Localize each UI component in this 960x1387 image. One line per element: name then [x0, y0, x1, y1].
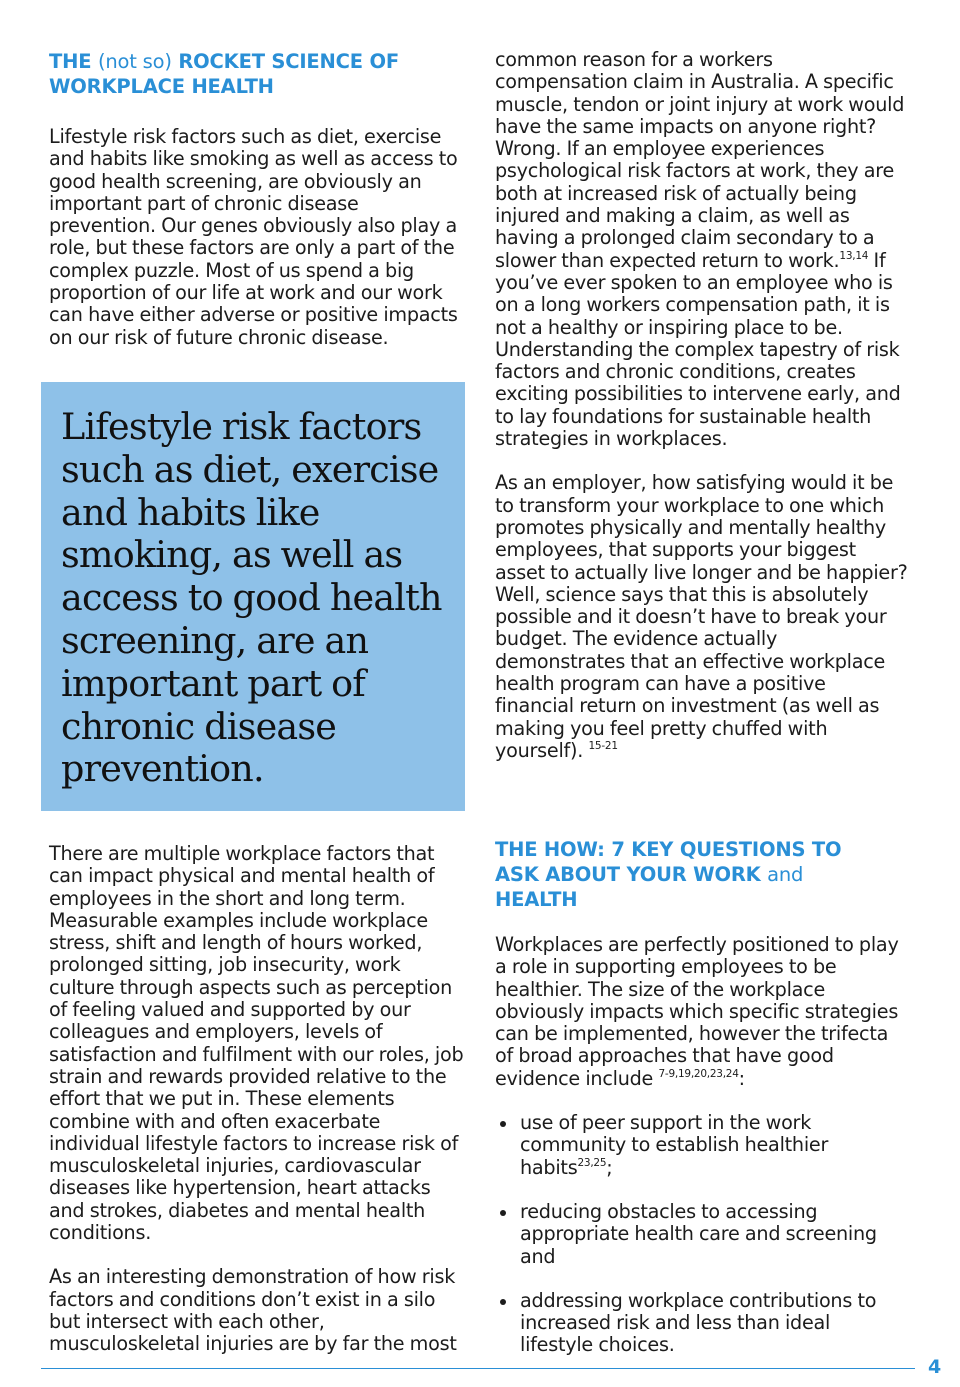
list-item: [495, 1112, 908, 1179]
heading-emphasis: (not so): [97, 50, 172, 73]
list-item-text: addressing workplace contributions to increased risk and less than ideal lifestyle choices.: [520, 1288, 877, 1357]
employer-paragraph: [495, 472, 908, 762]
continuation-text: If you’ve ever spoken to an employee who is on a long workers compensation path, it is not a healthy or inspiring place to be. Understanding the complex tapestry of risk factors and chronic conditions, creates exciting possibilities to intervene early, and to lay foundations for sustainable health strategies in workplaces.: [495, 248, 901, 451]
bullet-dot-icon: [500, 1210, 506, 1216]
heading-part: THE HOW: 7 KEY QUESTIONS TO ASK ABOUT YOUR WORK: [495, 838, 842, 886]
list-item-text: use of peer support in the work community to establish healthier habits: [520, 1111, 829, 1179]
approaches-list: [495, 1112, 908, 1357]
heading-part: HEALTH: [495, 888, 578, 911]
left-column-lower: [49, 843, 465, 1356]
workplace-factors-paragraph: There are multiple workplace factors that can impact physical and mental health of employees in the short and long term. Measurable examples include workplace stress, shift and length of hours worked, prolonged sitting, job insecurity, work culture through aspects such as perception of feeling valued and supported by our colleagues and employers, levels of satisfaction and fulfilment with our roles, job strain and rewards provided relative to the effort that we put in. These elements combine with and often exacerbate individual lifestyle factors to increase risk of musculoskeletal injuries, cardiovascular diseases like hypertension, heart attacks and strokes, diabetes and mental health conditions.: [49, 842, 464, 1245]
right-column: [495, 49, 908, 762]
citation-ref: 7-9,19,20,23,24: [658, 1067, 739, 1080]
bullet-dot-icon: [500, 1299, 506, 1305]
silo-paragraph: As an interesting demonstration of how risk factors and conditions don’t exist in a silo but intersect with each other, musculoskeletal injuries are by far the most: [49, 1265, 457, 1356]
citation-ref: 15-21: [588, 739, 618, 752]
heading-emphasis: and: [767, 863, 804, 886]
page-number: 4: [928, 1356, 942, 1378]
bullet-dot-icon: [500, 1121, 506, 1127]
heading-part: THE: [49, 50, 98, 73]
continuation-paragraph: [495, 49, 908, 450]
workplaces-text: Workplaces are perfectly positioned to play a role in supporting employees to be healthier. The size of the workplace obviously impacts which specific strategies can be implemented, however the trifecta of broad approaches that have good evidence include: [495, 933, 899, 1090]
list-item: [495, 1290, 908, 1357]
workplaces-paragraph: [495, 934, 908, 1090]
pull-quote-text: Lifestyle risk factors such as diet, exercise and habits like smoking, as well as access to good health screening, are an important part of chronic disease prevention.: [61, 405, 442, 791]
section-heading-rocket-science: [49, 49, 429, 99]
list-item-text: reducing obstacles to accessing appropriate health care and screening and: [520, 1199, 877, 1268]
pull-quote-box: [41, 382, 465, 811]
section-heading-the-how: [495, 837, 885, 912]
employer-text: As an employer, how satisfying would it be to transform your workplace to one which promotes physically and mentally healthy employees, that supports your biggest asset to actually live longer and be happier? Well, science says that this is absolutely possible and it doesn’t have to break your budget. The evidence actually demonstrates that an effective workplace health program can have a positive financial return on investment (as well as making you feel pretty chuffed with yourself).: [495, 471, 908, 762]
workplaces-end: :: [738, 1066, 745, 1090]
right-column-lower: [495, 837, 908, 1379]
left-column: [49, 49, 465, 349]
list-item-end: ;: [606, 1155, 613, 1179]
citation-ref: 23,25: [577, 1156, 607, 1169]
citation-ref: 13,14: [839, 249, 869, 262]
continuation-text: common reason for a workers compensation claim in Australia. A specific muscle, tendon or joint injury at work would have the same impacts on anyone right? Wrong. If an employee experiences psychological risk factors at work, they are both at increased risk of actually being injured and making a claim, as well as having a prolonged claim secondary to a slower than expected return to work.: [495, 48, 905, 272]
list-item: [495, 1201, 908, 1268]
intro-paragraph: Lifestyle risk factors such as diet, exercise and habits like smoking as well as access to good health screening, are obviously an important part of chronic disease prevention. Our genes obviously also play a role, but these factors are only a part of the complex puzzle. Most of us spend a big proportion of our life at work and our work can have either adverse or positive impacts on our risk of future chronic disease.: [49, 125, 458, 349]
footer-divider: [41, 1368, 915, 1369]
heading-part: ROCKET SCIENCE OF WORKPLACE HEALTH: [49, 50, 399, 98]
